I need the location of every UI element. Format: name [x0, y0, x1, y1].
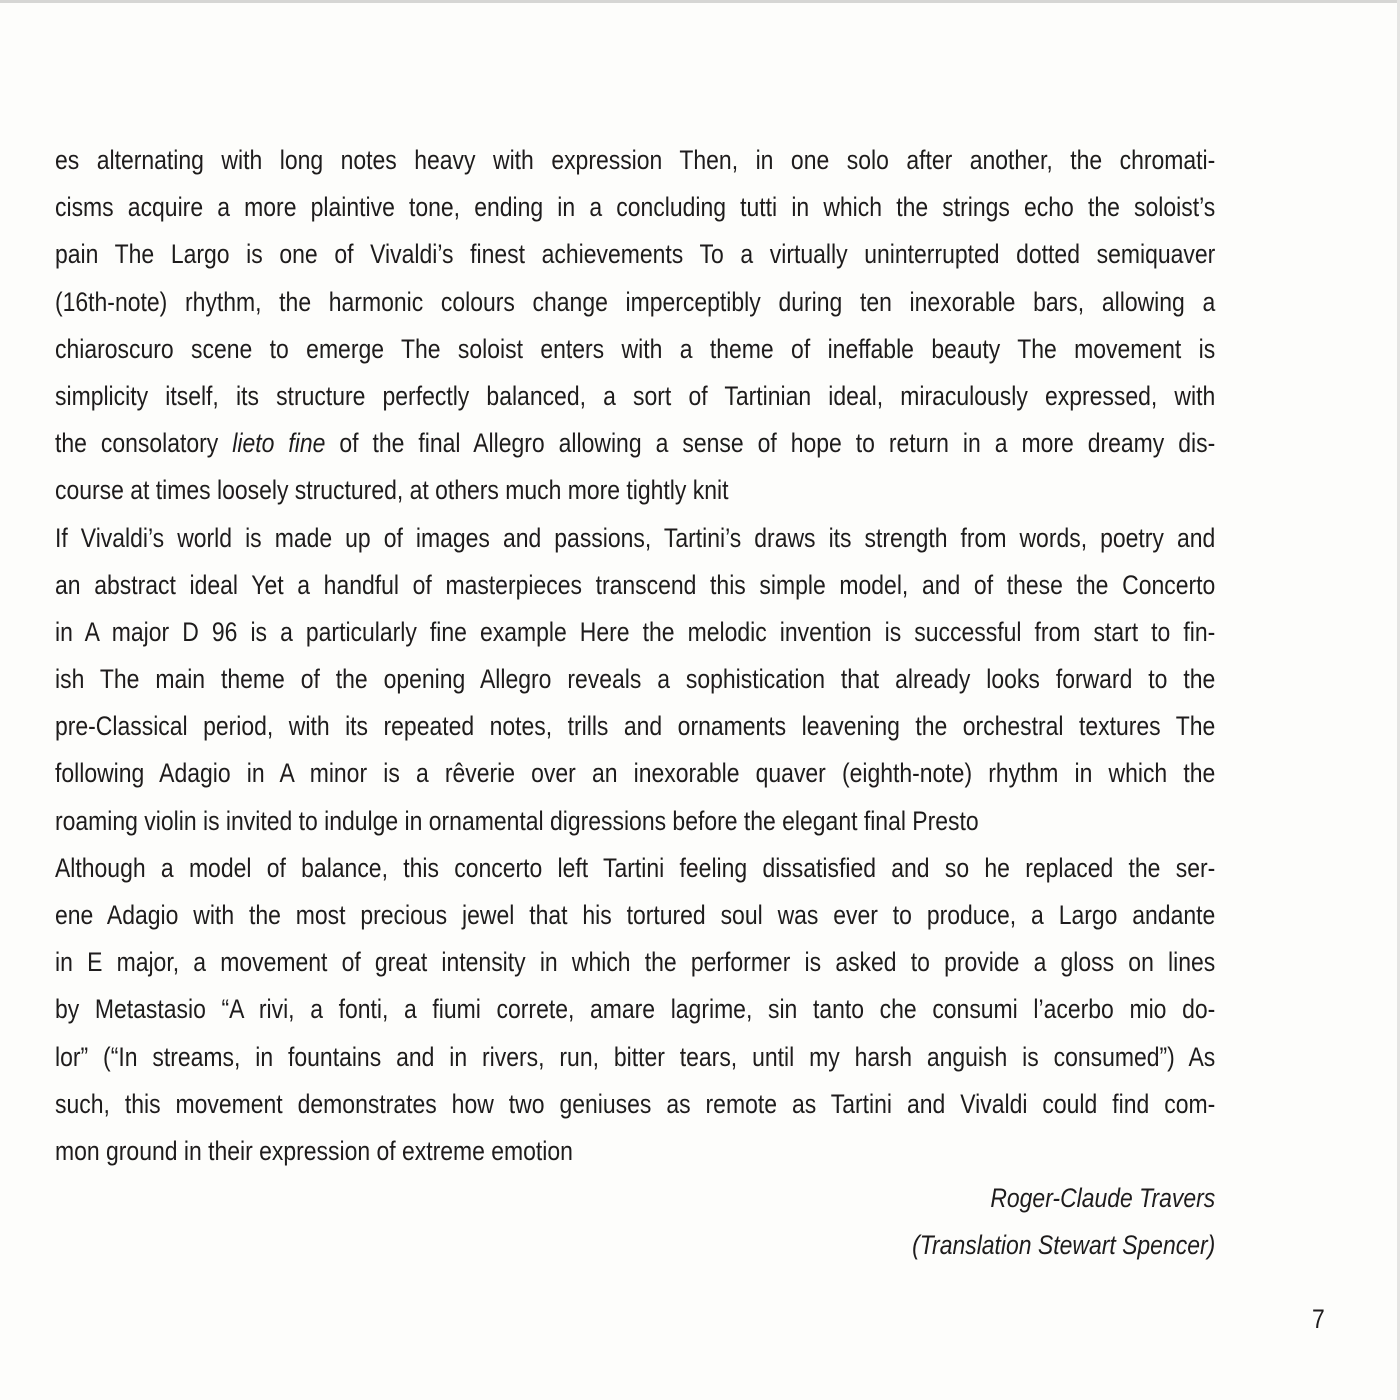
text-line: ish The main theme of the opening Allegro reveals a sophistication that already looks forward to the [55, 664, 1216, 695]
text-line: following Adagio in A minor is a rêverie over an inexorable quaver (eighth-note) rhythm in which the [55, 758, 1216, 789]
page-number: 7 [1312, 1304, 1325, 1334]
text-line: ene Adagio with the most precious jewel that his tortured soul was ever to produce, a Largo andante [55, 900, 1216, 930]
text-segment: the consolatory [55, 428, 233, 459]
author-credit: Roger-Claude Travers [990, 1183, 1216, 1214]
text-line: lor” (“In streams, in fountains and in rivers, run, bitter tears, until my harsh anguish is consumed”) As [55, 1041, 1216, 1072]
text-line: es alternating with long notes heavy with expression Then, in one solo after another, the chromati- [55, 145, 1216, 175]
text-line: (16th-note) rhythm, the harmonic colours change imperceptibly during ten inexorable bars, allowing a [55, 286, 1216, 317]
text-line: pre-Classical period, with its repeated notes, trills and ornaments leavening the orchestral textures The [55, 711, 1216, 742]
scan-edge-top [0, 0, 1400, 3]
text-line: such, this movement demonstrates how two geniuses as remote as Tartini and Vivaldi could find com- [55, 1088, 1216, 1119]
text-line: Although a model of balance, this concerto left Tartini feeling dissatisfied and so he replaced the ser- [55, 852, 1216, 883]
text-line: roaming violin is invited to indulge in ornamental digressions before the elegant final Presto [55, 805, 979, 836]
text-line: If Vivaldi’s world is made up of images and passions, Tartini’s draws its strength from words, poetry and [55, 522, 1216, 553]
text-line: an abstract ideal Yet a handful of masterpieces transcend this simple model, and of these the Concerto [55, 569, 1216, 600]
text-line: course at times loosely structured, at others much more tightly knit [55, 475, 729, 506]
text-line: cisms acquire a more plaintive tone, ending in a concluding tutti in which the strings echo the soloist’s [55, 192, 1216, 223]
text-line: mon ground in their expression of extreme emotion [55, 1135, 573, 1166]
text-line: chiaroscuro scene to emerge The soloist enters with a theme of ineffable beauty The movement is [55, 333, 1216, 364]
italic-term: lieto fine [232, 428, 326, 459]
text-line: by Metastasio “A rivi, a fonti, a fiumi correte, amare lagrime, sin tanto che consumi l’acerbo mio do- [55, 994, 1216, 1025]
text-line: in A major D 96 is a particularly fine example Here the melodic invention is successful from start to fin- [55, 616, 1216, 647]
text-line: simplicity itself, its structure perfectly balanced, a sort of Tartinian ideal, miraculously expressed, with [55, 380, 1216, 411]
text-line [55, 423, 1215, 470]
text-segment: of the final Allegro allowing a sense of hope to return in a more dreamy dis- [325, 428, 1216, 459]
text-line: in E major, a movement of great intensity in which the performer is asked to provide a gloss on lines [55, 947, 1216, 978]
translation-credit: (Translation Stewart Spencer) [912, 1230, 1216, 1261]
body-text [55, 140, 1215, 1273]
text-line: pain The Largo is one of Vivaldi’s finest achievements To a virtually uninterrupted dotted semiquaver [55, 239, 1216, 270]
